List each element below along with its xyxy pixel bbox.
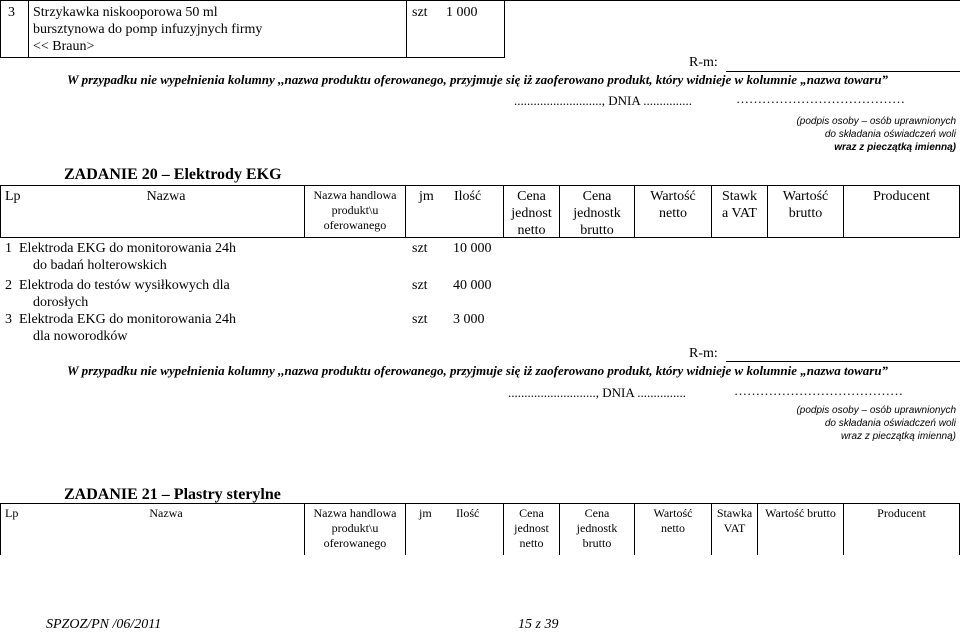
header-line: Nazwa handlowa <box>313 506 397 520</box>
header-line: netto <box>519 536 544 550</box>
row-name-line: dla noworodków <box>33 329 128 344</box>
top-row-name-line: << Braun> <box>33 39 95 54</box>
header-line: Nazwa handlowa <box>313 188 397 202</box>
fill-note: W przypadku nie wypełnienia kolumny ,,nazwa produktu oferowanego, przyjmuje się iż zaoferowano produkt, który widnieje w kolumnie „nazwa towaru” <box>67 363 889 378</box>
rm-label: R-m: <box>689 55 718 70</box>
fill-note: W przypadku nie wypełnienia kolumny ,,nazwa produktu oferowanego, przyjmuje się iż zaoferowano produkt, który widnieje w kolumnie „nazwa towaru” <box>67 72 889 87</box>
row-lp: 3 <box>5 312 12 327</box>
task20-title: ZADANIE 20 – Elektrody EKG <box>64 166 282 183</box>
header-line: Cena <box>519 506 544 520</box>
signature-caption-line: (podpis osoby – osób uprawnionych <box>796 116 956 127</box>
col-header-lp: Lp <box>5 506 19 520</box>
col-header-producer: Producent <box>877 506 926 520</box>
col-header-qty: Ilość <box>456 506 480 520</box>
signature-caption-line: (podpis osoby – osób uprawnionych <box>796 405 956 416</box>
row-name-line: Elektroda do testów wysiłkowych dla <box>19 278 230 293</box>
signature-caption-line: wraz z pieczątką imienną) <box>834 142 956 153</box>
header-line: jednostk <box>573 206 621 221</box>
col-header-value-net <box>635 506 711 536</box>
col-header-unit: jm <box>419 506 432 520</box>
header-line: Cena <box>582 189 612 204</box>
signature-caption <box>656 115 956 154</box>
top-row-unit: szt <box>412 5 428 20</box>
col-header-trade-name <box>305 188 405 233</box>
place-date: ..........................., DNIA ............... <box>514 93 693 108</box>
col-header-qty: Ilość <box>454 189 482 204</box>
page-number: 15 z 39 <box>518 617 559 632</box>
header-line: produkt\u <box>331 521 379 535</box>
rm-label: R-m: <box>689 346 718 361</box>
col-header-lp: Lp <box>5 189 21 204</box>
header-line: netto <box>517 223 546 238</box>
col-header-unit-net <box>504 188 559 239</box>
signature-dots: ………………………………… <box>736 91 905 106</box>
header-line: Wartość <box>782 189 829 204</box>
signature-caption-line: do składania oświadczeń woli <box>824 129 956 140</box>
signature-caption-line: do składania oświadczeń woli <box>824 418 956 429</box>
col-header-name: Nazwa <box>149 506 183 520</box>
header-line: brutto <box>580 223 614 238</box>
top-row-name <box>33 4 403 55</box>
top-row-lp: 3 <box>8 5 15 20</box>
row-name-line: do badań holterowskich <box>33 258 167 273</box>
doc-id: SPZOZ/PN /06/2011 <box>46 617 162 632</box>
signature-dots: ………………………………… <box>734 383 903 398</box>
row-lp: 1 <box>5 241 12 256</box>
row-qty: 40 000 <box>453 278 492 293</box>
col-header-unit-net <box>504 506 559 551</box>
header-line: VAT <box>723 521 746 535</box>
top-row-name-line: Strzykawka niskooporowa 50 ml <box>33 5 218 20</box>
header-line: Wartość <box>653 506 693 520</box>
col-header-unit: jm <box>419 189 434 204</box>
header-line: jednostk <box>576 521 618 535</box>
col-header-producer: Producent <box>873 189 930 204</box>
header-line: jednost <box>511 206 552 221</box>
header-line: oferowanego <box>323 536 387 550</box>
header-line: Stawk <box>722 189 757 204</box>
col-header-value-gross: Wartość brutto <box>765 506 836 520</box>
signature-caption <box>656 404 956 443</box>
header-line: netto <box>661 521 685 535</box>
row-unit: szt <box>412 312 428 327</box>
row-name-line: dorosłych <box>33 295 89 310</box>
row-name <box>19 277 309 311</box>
row-name <box>19 311 309 345</box>
header-line: jednost <box>514 521 549 535</box>
col-header-name: Nazwa <box>146 189 186 204</box>
header-line: Cena <box>584 506 610 520</box>
header-line: brutto <box>788 206 823 221</box>
header-line: oferowanego <box>323 218 387 232</box>
task21-title: ZADANIE 21 – Plastry sterylne <box>64 486 281 503</box>
col-header-trade-name <box>305 506 405 551</box>
top-row-name-line: bursztynowa do pomp infuzyjnych firmy <box>33 22 263 37</box>
row-name-line: Elektroda EKG do monitorowania 24h <box>19 241 236 256</box>
col-header-vat <box>712 506 757 536</box>
row-qty: 3 000 <box>453 312 485 327</box>
signature-caption-line: wraz z pieczątką imienną) <box>840 431 956 442</box>
header-line: netto <box>659 206 687 221</box>
header-line: Stawka <box>716 506 753 520</box>
row-name <box>19 240 309 274</box>
col-header-vat <box>712 188 767 222</box>
col-header-value-net <box>635 188 711 222</box>
row-qty: 10 000 <box>453 241 492 256</box>
row-name-line: Elektroda EKG do monitorowania 24h <box>19 312 236 327</box>
row-unit: szt <box>412 278 428 293</box>
header-line: a VAT <box>722 206 757 221</box>
row-unit: szt <box>412 241 428 256</box>
place-date: ..........................., DNIA ............... <box>508 385 687 400</box>
header-line: Wartość <box>650 189 696 204</box>
top-row-qty: 1 000 <box>446 5 478 20</box>
col-header-unit-gross <box>560 506 634 551</box>
header-line: Cena <box>517 189 546 204</box>
col-header-unit-gross <box>560 188 634 239</box>
header-line: brutto <box>582 536 612 550</box>
col-header-value-gross <box>768 188 843 222</box>
header-line: produkt\u <box>331 203 379 217</box>
row-lp: 2 <box>5 278 12 293</box>
